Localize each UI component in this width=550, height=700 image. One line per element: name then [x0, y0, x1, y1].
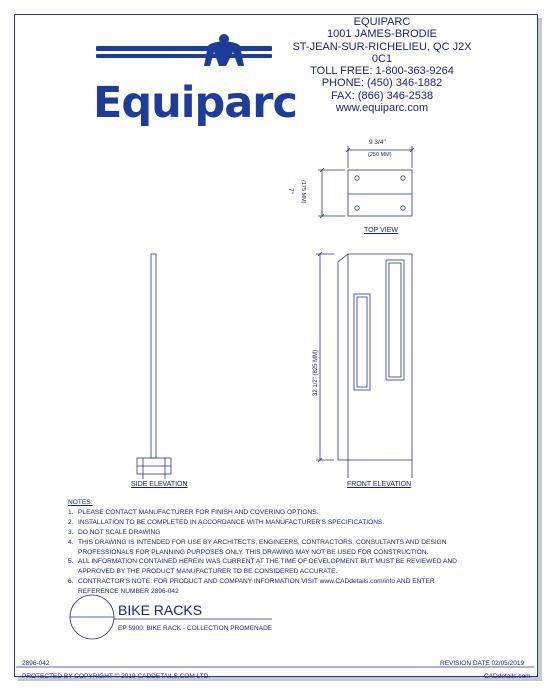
note-text: THIS DRAWING IS INTENDED FOR USE BY ARCHITECTS, ENGINEERS, CONTRACTORS, CONSULTANTS AND DESIGN PROFESSIONALS FOR PLANNING PURPOSES ONLY. THIS DRAWING MAY NOT BE USED FOR CONSTRUCTION. [78, 538, 447, 556]
front-elevation-drawing [316, 252, 412, 478]
address-line-1: 1001 JAMES-BRODIE [326, 28, 438, 41]
caddetails-link[interactable]: CADdetails.com [484, 673, 531, 680]
toll-free: TOLL FREE: 1-800-363-9264 [310, 65, 454, 78]
note-item [68, 528, 468, 538]
note-item [68, 518, 468, 528]
side-elevation-label: SIDE ELEVATION [131, 481, 188, 488]
copyright-text: PROTECTED BY COPYRIGHT © 2019 CADDETAILS.COM LTD. [22, 673, 211, 680]
revision-date: REVISION DATE 02/05/2019 [440, 660, 525, 667]
side-elevation-drawing [137, 254, 171, 479]
note-text: INSTALLATION TO BE COMPLETED IN ACCORDANCE WITH MANUFACTURER'S SPECIFICATIONS. [78, 518, 385, 526]
note-text: PLEASE CONTACT MANUFACTURER FOR FINISH AND COVERING OPTIONS. [78, 508, 319, 516]
fax: FAX: (866) 346-2538 [330, 89, 434, 102]
drawing-subtitle: EP 5900: BIKE RACK - COLLECTION PROMENADE [118, 625, 273, 632]
note-number: 6. [68, 578, 74, 586]
company-name: EQUIPARC [353, 16, 411, 28]
address-line-2: ST-JEAN-SUR-RICHELIEU, QC J2X 0C1 [292, 40, 472, 65]
note-number: 3. [68, 528, 74, 536]
note-item [68, 538, 468, 558]
note-item [68, 577, 468, 597]
note-number: 1. [68, 508, 74, 516]
note-number: 2. [68, 518, 74, 526]
note-text: ALL INFORMATION CONTAINED HEREIN WAS CURRENT AT THE TIME OF DEVELOPMENT BUT MUST BE REVIEWED AND APPROVED BY THE PRODUCT MANUFACTURER TO BE CONSIDERED ACCURATE. [78, 558, 457, 576]
note-item [68, 557, 468, 577]
website: www.equiparc.com [335, 102, 429, 115]
note-number: 5. [68, 558, 74, 566]
reference-number: 2896-042 [22, 660, 50, 667]
phone: PHONE: (450) 346-1882 [321, 77, 443, 90]
width-metric-label: (250 MM) [368, 152, 392, 158]
company-logo: Equiparc [93, 78, 297, 128]
depth-metric-label: (175 MM) [300, 180, 306, 204]
note-text: CONTRACTOR'S NOTE: FOR PRODUCT AND COMPANY INFORMATION VISIT www.CADdetails.com/info AND ENTER REFERENCE NUMBER 2896-042 [78, 578, 435, 596]
drawing-title: BIKE RACKS [118, 602, 203, 618]
depth-imperial-label: 7" [287, 188, 294, 194]
top-view-drawing [318, 146, 414, 218]
note-text: DO NOT SCALE DRAWING [78, 528, 161, 536]
notes-heading: NOTES: [68, 499, 93, 506]
note-number: 4. [68, 538, 74, 546]
notes-section [68, 498, 468, 597]
top-view-label: TOP VIEW [364, 227, 398, 234]
front-elevation-label: FRONT ELEVATION [347, 481, 412, 488]
width-imperial-label: 9 3/4" [369, 139, 386, 146]
height-label: 32 1/2" (825 MM) [313, 349, 319, 396]
note-item [68, 508, 468, 518]
